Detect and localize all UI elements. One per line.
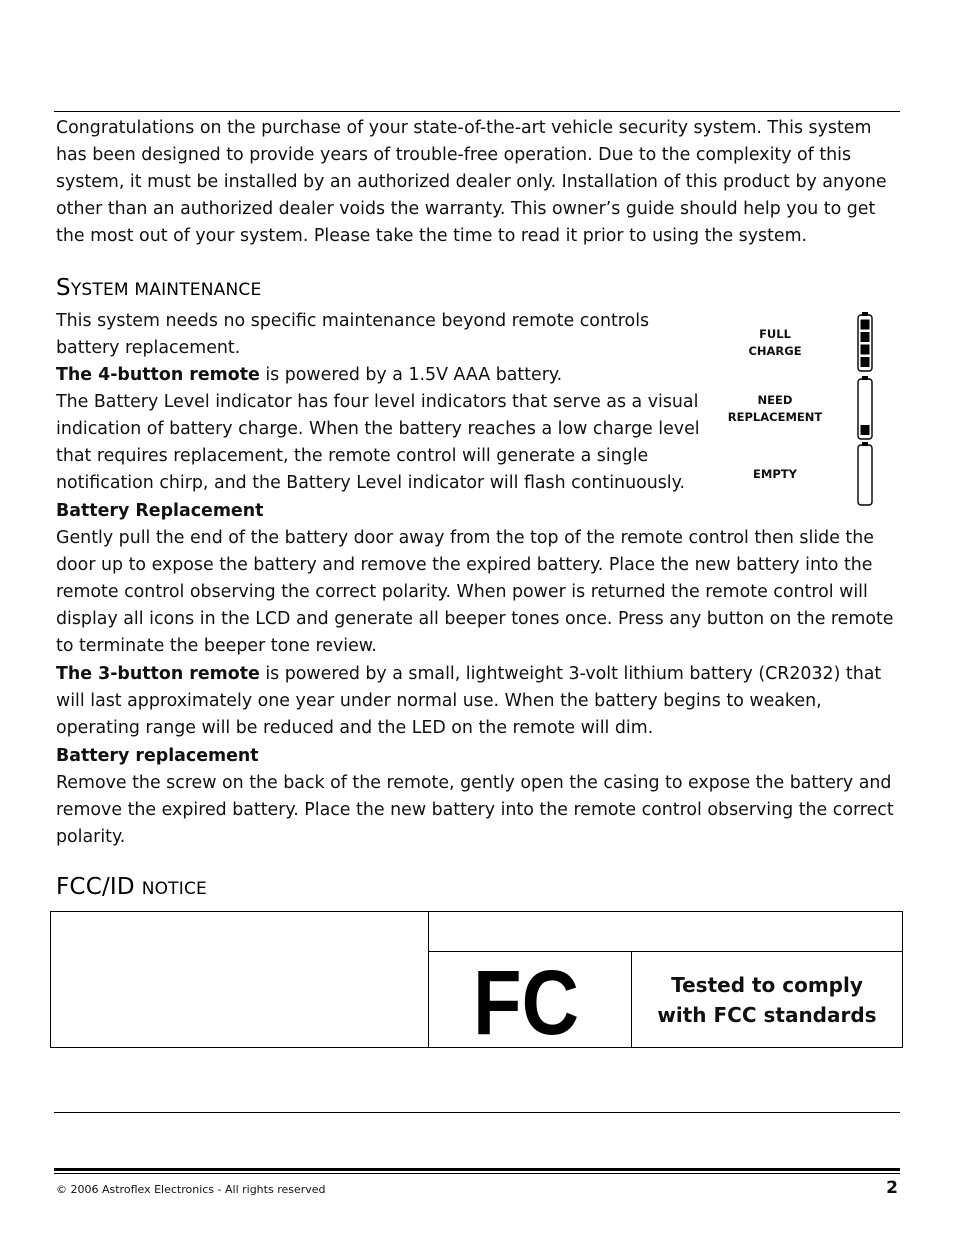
maintenance-intro: This system needs no specific maintenance beyond remote controls battery replacement. [56,311,650,359]
battery-charge-segment [861,425,870,435]
full-battery-icon [858,312,872,371]
fcc-top-cell [429,912,902,951]
svg-text:FC: FC [473,952,579,1054]
footer-divider-thick [54,1168,900,1171]
fcc-id-cell [51,912,428,1047]
need-replacement-label: NEED REPLACEMENT [727,393,823,424]
top-divider [54,111,900,112]
three-button-remote-paragraph: The 3-button remote is powered by a small, lightweight 3-volt lithium battery (CR2032) that will last approximately one year under normal use. When the battery begins to weaken, operating range will be reduced and the LED on the remote will dim. [56,664,882,739]
empty-battery-icon [858,442,872,505]
battery-level-paragraph: The Battery Level indicator has four level indicators that serve as a visual indication of battery charge. When the battery reaches a low charge level that requires replacement, the remote control will generate a single notification chirp, and the Battery Level indicator will flash continuously. [56,392,700,494]
battery-replacement-paragraph-2: Remove the screw on the back of the remote, gently open the casing to expose the battery and remove the expired battery. Place the new battery into the remote control observing the correct polarity. [56,773,894,848]
intro-paragraph: Congratulations on the purchase of your state-of-the-art vehicle security system. This system has been designed to provide years of trouble-free operation. Due to the complexity of this system, it must be installed by an authorized dealer only. Installation of this product by anyone other than an authorized dealer voids the warranty. This owner’s guide should help you to get the most out of your system. Please take the time to read it prior to using the system. [56,118,887,247]
fcc-logo-cell [429,952,631,1054]
need-replacement-battery-icon [858,376,872,439]
battery-replacement-subheading-2: Battery replacement [56,746,259,766]
fcc-notice-heading: FCC/ID NOTICE [56,874,207,900]
battery-replacement-subheading: Battery Replacement [56,501,264,521]
fcc-logo-icon [473,952,579,1054]
battery-replacement-paragraph: Gently pull the end of the battery door away from the top of the remote control then slide the door up to expose the battery and remove the expired battery. Place the new battery into the remote control observing the correct polarity. When power is returned the remote control will display all icons in the LCD and generate all beeper tones once. Press any button on the remote to terminate the beeper tone review. [56,528,894,657]
battery-charge-segment [861,332,870,342]
battery-level-figure [850,312,880,506]
four-button-remote-label: The 4-button remote [56,365,260,385]
system-maintenance-heading: SYSTEM MAINTENANCE [56,275,262,301]
fcc-tested-line-2: with FCC standards [657,1002,877,1027]
battery-charge-segment [861,320,870,330]
bottom-divider [54,1112,900,1113]
four-button-remote-paragraph: The 4-button remote is powered by a 1.5V AAA battery. [56,365,563,385]
three-button-remote-label: The 3-button remote [56,664,260,684]
fcc-tested-line-1: Tested to comply [671,972,863,997]
copyright-notice: © 2006 Astroflex Electronics - All rights reserved [56,1183,326,1196]
battery-charge-segment [861,357,870,367]
battery-charge-segment [861,345,870,355]
fcc-tested-cell [632,952,902,1047]
full-charge-label: FULL CHARGE [748,327,802,358]
fcc-notice-table [50,911,903,1054]
page-number: 2 [886,1178,898,1198]
footer-divider-thin [54,1173,900,1174]
empty-label: EMPTY [753,467,797,481]
